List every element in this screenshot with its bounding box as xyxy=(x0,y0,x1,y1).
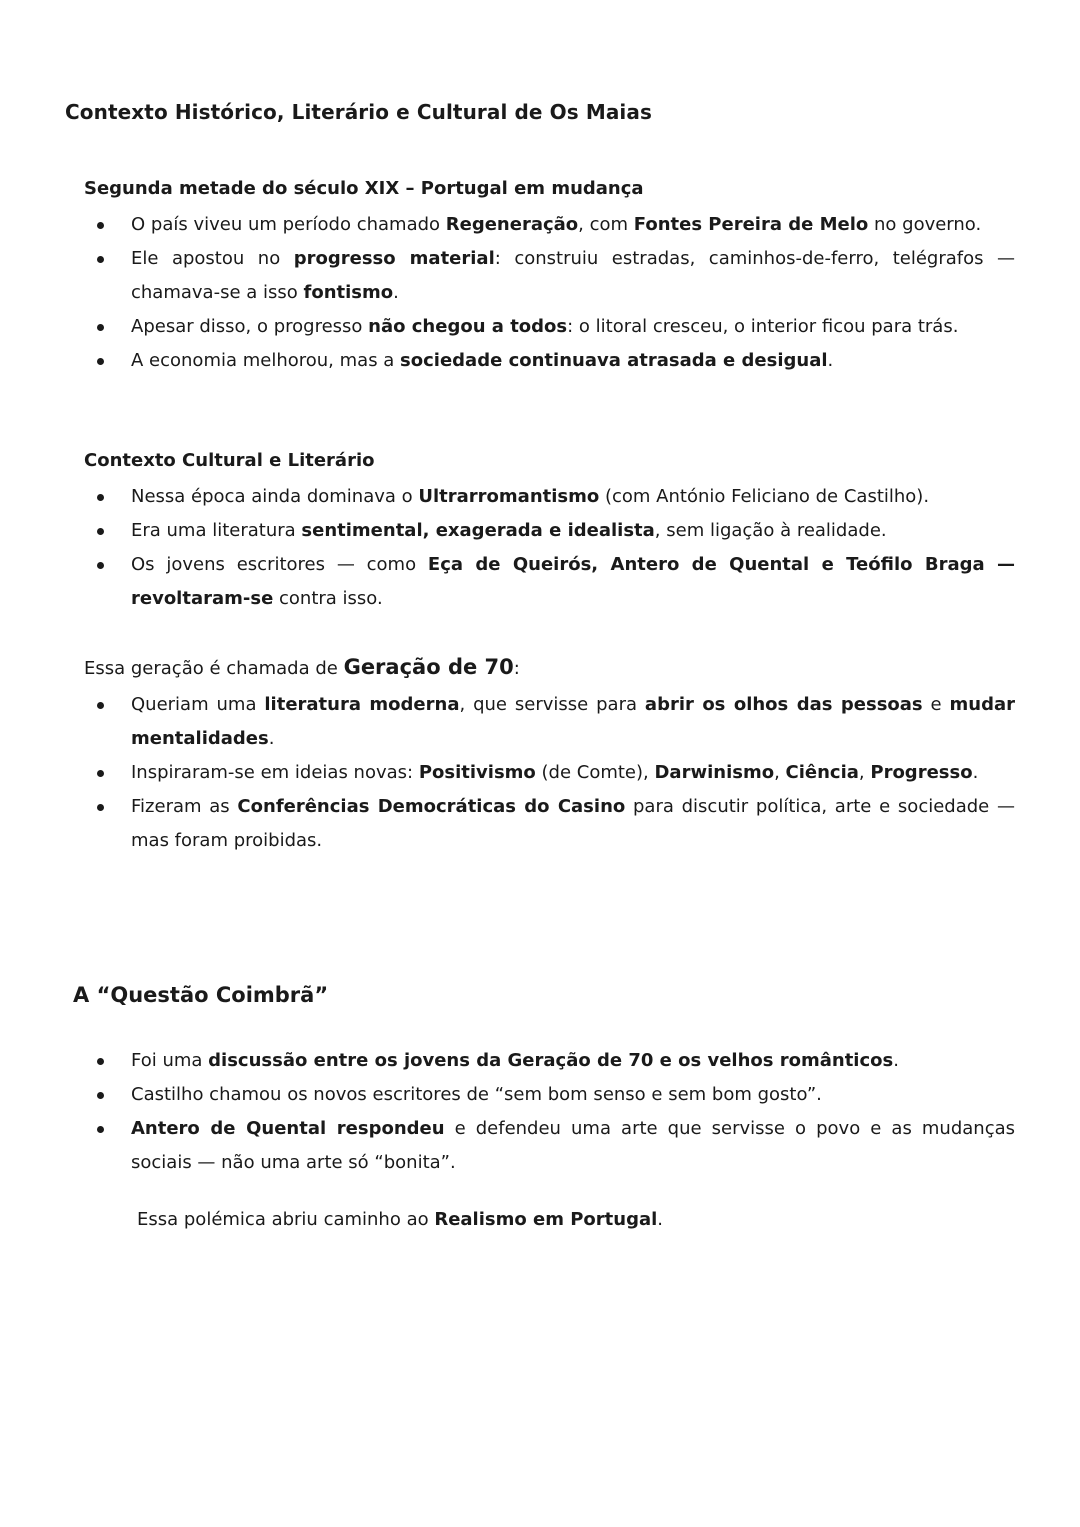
bold-text: Regeneração xyxy=(445,214,579,235)
bullet-list-cultural xyxy=(0,480,1015,616)
bullet-list-historical xyxy=(0,208,1015,378)
bold-text: sociedade continuava atrasada e desigual xyxy=(400,350,828,371)
list-item xyxy=(0,1112,1015,1180)
text-run: . xyxy=(827,350,834,371)
text-run: Fizeram as xyxy=(131,796,238,817)
bold-text: abrir os olhos das pessoas xyxy=(644,694,923,715)
bullet-icon xyxy=(97,702,104,709)
list-item xyxy=(0,1078,1015,1112)
text-run: , xyxy=(774,762,786,783)
bullet-icon xyxy=(97,562,104,569)
text-run: : o litoral cresceu, o interior ficou para trás. xyxy=(567,316,959,337)
section-heading-cultural: Contexto Cultural e Literário xyxy=(84,450,375,471)
bullet-icon xyxy=(97,528,104,535)
text-run: para discutir política, arte e sociedade — mas foram proibidas. xyxy=(131,796,1015,851)
bullet-icon xyxy=(97,358,104,365)
text-run: . xyxy=(393,282,399,303)
bullet-icon xyxy=(97,222,104,229)
document-title: Contexto Histórico, Literário e Cultural de Os Maias xyxy=(65,100,652,124)
bold-text: Progresso xyxy=(870,762,973,783)
text-run: . xyxy=(972,762,979,783)
text-run: . xyxy=(268,728,275,749)
bold-text: literatura moderna xyxy=(264,694,460,715)
bullet-icon xyxy=(97,324,104,331)
list-item xyxy=(0,548,1015,616)
bold-text: Conferências Democráticas do Casino xyxy=(237,796,626,817)
closing-suffix: . xyxy=(657,1209,664,1230)
bold-text: sentimental, exagerada e idealista xyxy=(301,520,655,541)
bold-text: não chegou a todos xyxy=(368,316,568,337)
bold-text: Eça de Queirós, Antero de Quental e Teófilo Braga — revoltaram-se xyxy=(131,554,1015,609)
bullet-icon xyxy=(97,1058,104,1065)
text-run: O país viveu um período chamado xyxy=(131,214,446,235)
text-run: Nessa época ainda dominava o xyxy=(131,486,419,507)
text-run: no governo. xyxy=(868,214,982,235)
list-item xyxy=(0,208,1015,242)
bullet-list-geracao xyxy=(0,688,1015,858)
closing-bold: Realismo em Portugal xyxy=(434,1209,658,1230)
text-run: , sem ligação à realidade. xyxy=(654,520,887,541)
text-run: Ele apostou no xyxy=(131,248,294,269)
list-item xyxy=(0,790,1015,858)
text-run: , xyxy=(858,762,871,783)
text-run: Inspiraram-se em ideias novas: xyxy=(131,762,419,783)
bold-text: discussão entre os jovens da Geração de 70 e os velhos românticos xyxy=(208,1050,894,1071)
text-run: , com xyxy=(578,214,634,235)
text-run: : construiu estradas, caminhos-de-ferro, telégrafos — chamava-se a isso xyxy=(131,248,1015,303)
bullet-icon xyxy=(97,256,104,263)
geracao-intro xyxy=(84,655,520,679)
list-item xyxy=(0,514,1015,548)
section-heading-historical: Segunda metade do século XIX – Portugal em mudança xyxy=(84,178,644,199)
text-run: , que servisse para xyxy=(459,694,645,715)
text-run: Apesar disso, o progresso xyxy=(131,316,369,337)
bold-text: Ultrarromantismo xyxy=(418,486,600,507)
text-run: Os jovens escritores — como xyxy=(131,554,428,575)
text-run: Era uma literatura xyxy=(131,520,302,541)
intro-bold: Geração de 70 xyxy=(343,655,514,679)
text-run: contra isso. xyxy=(273,588,383,609)
closing-prefix: Essa polémica abriu caminho ao xyxy=(137,1209,435,1230)
bold-text: mudar mentalidades xyxy=(131,694,1015,749)
text-run: Foi uma xyxy=(131,1050,209,1071)
section-heading-questao: A “Questão Coimbrã” xyxy=(73,983,329,1007)
list-item xyxy=(0,344,1015,378)
bold-text: Positivismo xyxy=(418,762,536,783)
text-run: e xyxy=(922,694,950,715)
bold-text: fontismo xyxy=(303,282,394,303)
intro-suffix: : xyxy=(513,658,520,679)
text-run: (de Comte), xyxy=(535,762,655,783)
text-run: e defendeu uma arte que servisse o povo e as mudanças sociais — não uma arte só “bonita”. xyxy=(131,1118,1015,1173)
bullet-icon xyxy=(97,1092,104,1099)
list-item xyxy=(0,688,1015,756)
bullet-list-questao xyxy=(0,1044,1015,1180)
text-run: . xyxy=(893,1050,899,1071)
list-item xyxy=(0,480,1015,514)
text-run: A economia melhorou, mas a xyxy=(131,350,401,371)
list-item xyxy=(0,242,1015,310)
bold-text: Antero de Quental respondeu xyxy=(131,1118,445,1139)
text-run: Castilho chamou os novos escritores de “sem bom senso e sem bom gosto”. xyxy=(131,1084,822,1105)
text-run: (com António Feliciano de Castilho). xyxy=(599,486,930,507)
bullet-icon xyxy=(97,1126,104,1133)
intro-prefix: Essa geração é chamada de xyxy=(84,658,344,679)
bullet-icon xyxy=(97,804,104,811)
list-item xyxy=(0,756,1015,790)
list-item xyxy=(0,310,1015,344)
closing-paragraph xyxy=(137,1209,663,1230)
bullet-icon xyxy=(97,770,104,777)
bold-text: Fontes Pereira de Melo xyxy=(633,214,869,235)
bold-text: Darwinismo xyxy=(654,762,775,783)
text-run: Queriam uma xyxy=(131,694,265,715)
bullet-icon xyxy=(97,494,104,501)
list-item xyxy=(0,1044,1015,1078)
bold-text: progresso material xyxy=(293,248,495,269)
bold-text: Ciência xyxy=(785,762,859,783)
